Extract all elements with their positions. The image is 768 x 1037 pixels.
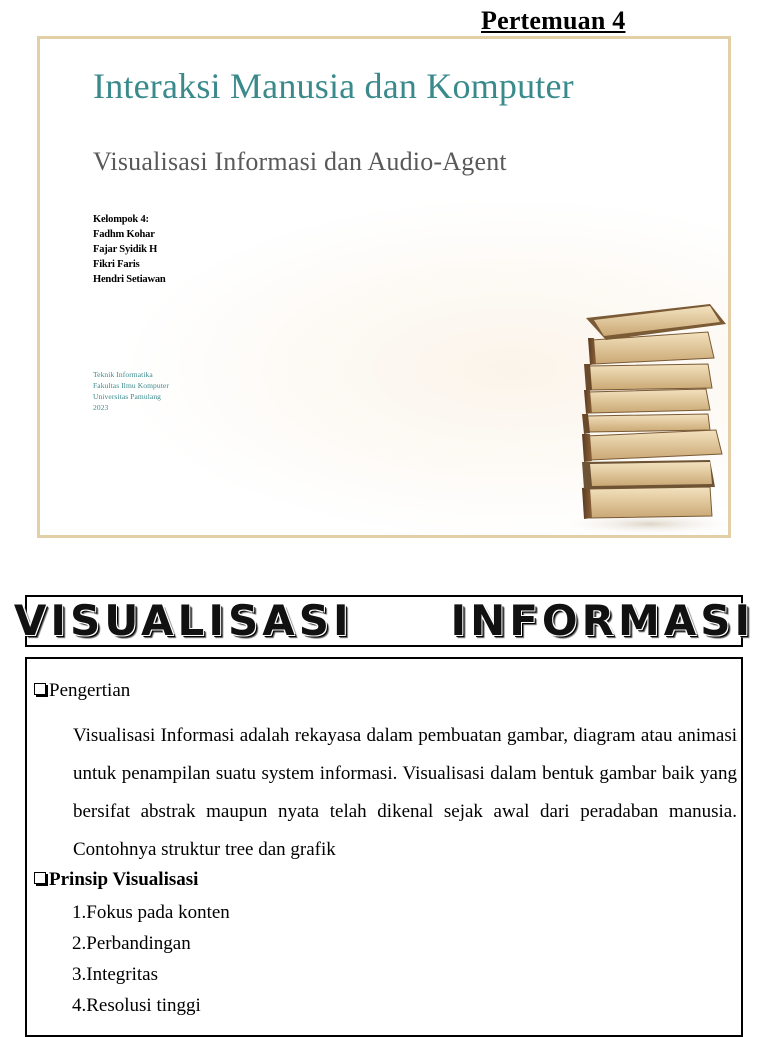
group-line: Fikri Faris [93, 259, 140, 270]
definition-heading: Pengertian [49, 680, 131, 701]
principles-heading: Prinsip Visualisasi [49, 869, 199, 890]
content-box [25, 657, 743, 1037]
page-header-title: Pertemuan 4 [481, 6, 626, 35]
affiliation-line: 2023 [93, 403, 109, 412]
section-banner [13, 595, 755, 647]
principle-item: 3.Integritas [72, 964, 159, 985]
principle-item: 1.Fokus pada konten [72, 902, 230, 923]
affiliation-line: Fakultas Ilmu Komputer [93, 381, 169, 390]
title-slide [37, 36, 731, 538]
principles-heading-row [34, 869, 198, 891]
affiliation-line: Teknik Informatika [93, 370, 153, 379]
section-banner-title: VISUALISASI INFORMASI [13, 596, 755, 645]
affiliation-line: Universitas Pamulang [93, 392, 162, 401]
definition-paragraph: Visualisasi Informasi adalah rekayasa dalam pembuatan gambar, diagram atau animasi untuk penampilan suatu system informasi. Visualisasi dalam bentuk gambar baik yang bersifat abstrak maupun nyata telah dikenal sejak awal dari peradaban manusia. Contohnya struktur tree dan grafik [73, 725, 737, 860]
affiliation-list [93, 369, 169, 413]
checkbox-bullet-icon [34, 872, 46, 884]
books-stack-illustration [570, 284, 730, 534]
slide-title: Interaksi Manusia dan Komputer [93, 66, 574, 106]
slide-subtitle: Visualisasi Informasi dan Audio-Agent [93, 147, 507, 176]
principles-list [72, 897, 230, 1021]
group-line: Kelompok 4: [93, 214, 149, 225]
principle-item: 2.Perbandingan [72, 933, 191, 954]
checkbox-bullet-icon [34, 683, 46, 695]
definition-heading-row [34, 680, 130, 702]
group-line: Fadhm Kohar [93, 229, 155, 240]
group-line: Fajar Syidik H [93, 244, 158, 255]
group-line: Hendri Setiawan [93, 274, 166, 285]
group-members-list [93, 212, 166, 287]
principle-item: 4.Resolusi tinggi [72, 995, 201, 1016]
